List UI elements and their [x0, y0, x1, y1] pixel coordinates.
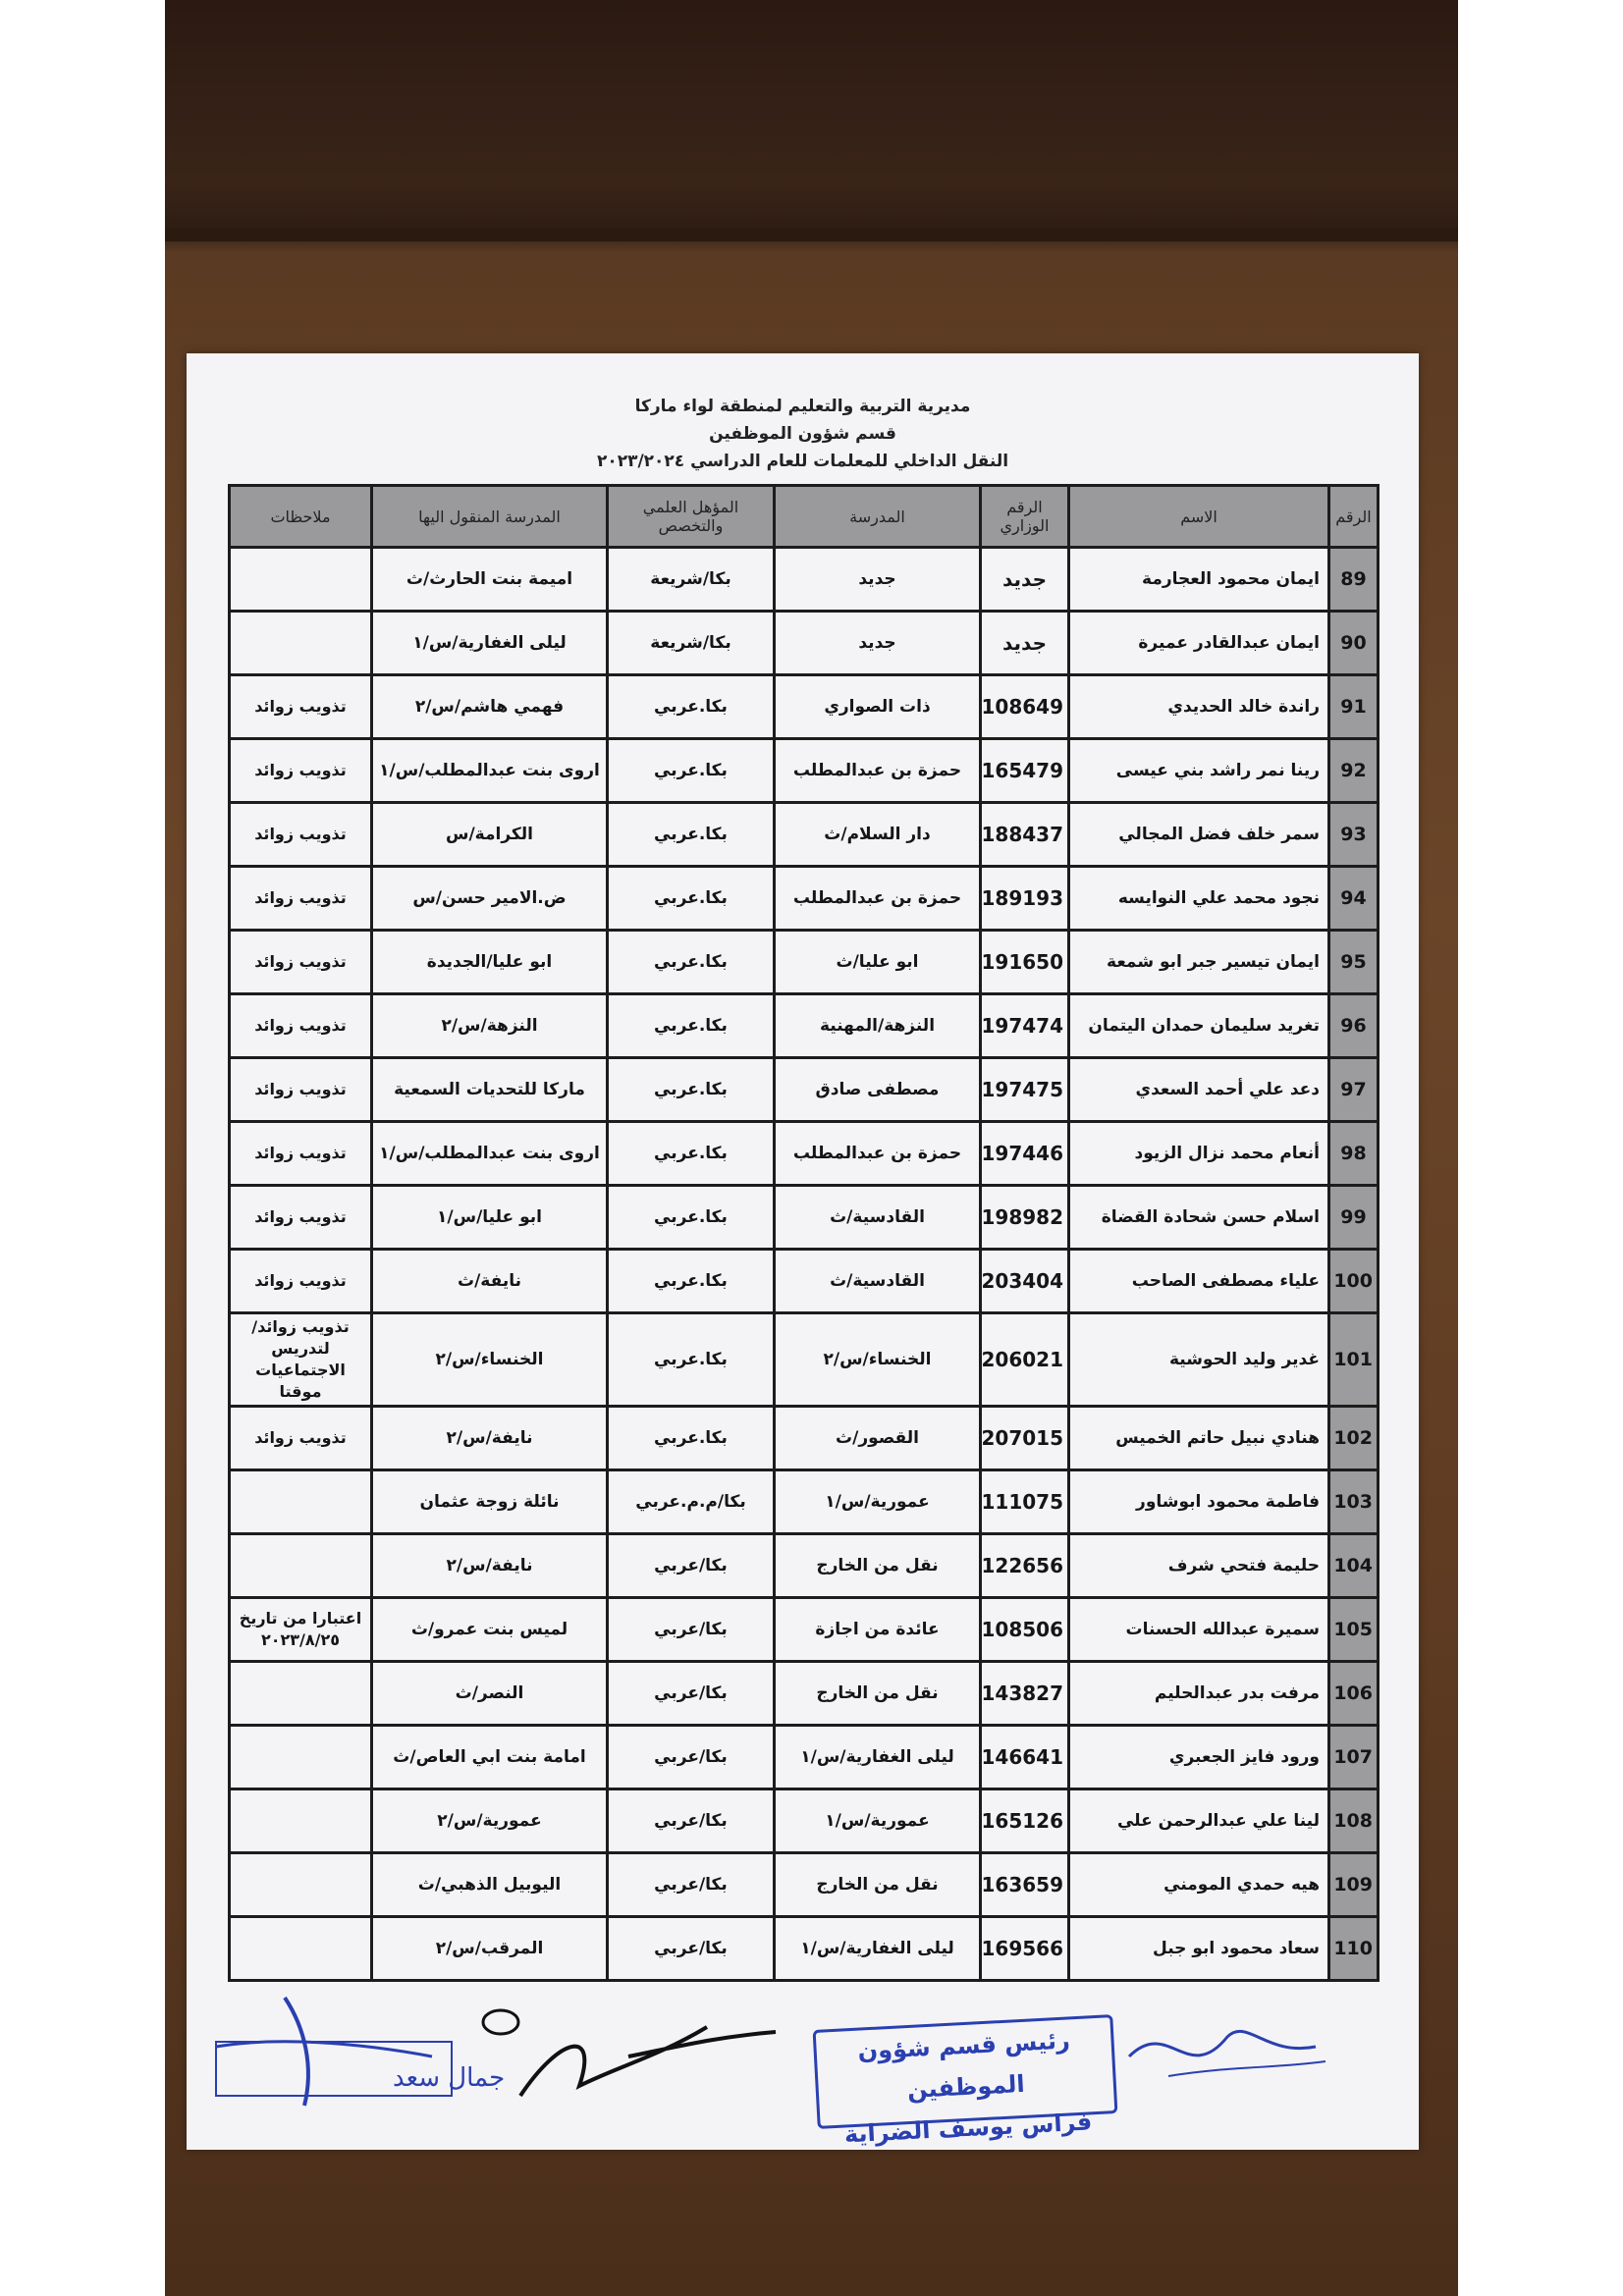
- destination-school-cell: اروى بنت عبدالمطلب/س/١: [372, 739, 608, 803]
- col-header-ministry-no: الرقم الوزاري: [981, 486, 1069, 548]
- teacher-name-cell: فاطمة محمود ابوشاور: [1069, 1470, 1329, 1534]
- qualification-cell: بكا.عربي: [608, 1313, 775, 1407]
- table-header-row: [230, 486, 1379, 548]
- teacher-name-cell: علياء مصطفى الصاحب: [1069, 1250, 1329, 1313]
- table-row: [230, 803, 1379, 867]
- row-number-cell: 90: [1329, 612, 1379, 675]
- table-row: [230, 1186, 1379, 1250]
- destination-school-cell: النصر/ث: [372, 1662, 608, 1726]
- col-header-num: الرقم: [1329, 486, 1379, 548]
- ministry-number-cell: 163659: [981, 1853, 1069, 1917]
- row-number-cell: 91: [1329, 675, 1379, 739]
- ministry-number-cell: 146641: [981, 1726, 1069, 1789]
- row-number-cell: 96: [1329, 994, 1379, 1058]
- signature-right: [1109, 1998, 1335, 2106]
- ministry-number-cell: 197475: [981, 1058, 1069, 1122]
- row-number-cell: 102: [1329, 1407, 1379, 1470]
- row-number-cell: 104: [1329, 1534, 1379, 1598]
- table-row: [230, 1058, 1379, 1122]
- qualification-cell: بكا.عربي: [608, 675, 775, 739]
- teacher-name-cell: مرفت بدر عبدالحليم: [1069, 1662, 1329, 1726]
- teacher-name-cell: سميرة عبدالله الحسنات: [1069, 1598, 1329, 1662]
- ministry-number-cell: 188437: [981, 803, 1069, 867]
- destination-school-cell: ماركا للتحديات السمعية: [372, 1058, 608, 1122]
- header-department: قسم شؤون الموظفين: [709, 424, 896, 444]
- qualification-cell: بكا/شريعة: [608, 612, 775, 675]
- table-row: [230, 1313, 1379, 1407]
- ministry-number-cell: 108649: [981, 675, 1069, 739]
- teacher-name-cell: سمر خلف فضل المجالي: [1069, 803, 1329, 867]
- qualification-cell: بكا/عربي: [608, 1726, 775, 1789]
- qualification-cell: بكا.عربي: [608, 803, 775, 867]
- table-row: [230, 1726, 1379, 1789]
- qualification-cell: بكا.عربي: [608, 994, 775, 1058]
- destination-school-cell: فهمي هاشم/س/٢: [372, 675, 608, 739]
- teacher-name-cell: اسلام حسن شحادة القضاة: [1069, 1186, 1329, 1250]
- current-school-cell: النزهة/المهنية: [775, 994, 981, 1058]
- document-header: [187, 393, 1419, 475]
- teacher-name-cell: أنعام محمد نزال الزيود: [1069, 1122, 1329, 1186]
- current-school-cell: مصطفى صادق: [775, 1058, 981, 1122]
- ministry-number-cell: 197474: [981, 994, 1069, 1058]
- ministry-number-cell: 165479: [981, 739, 1069, 803]
- ministry-number-cell: 122656: [981, 1534, 1069, 1598]
- notes-cell: تذويب زوائد: [230, 803, 372, 867]
- destination-school-cell: لميس بنت عمرو/ث: [372, 1598, 608, 1662]
- teacher-name-cell: نجود محمد علي النوايسه: [1069, 867, 1329, 931]
- notes-cell: تذويب زوائد/ لتدريس الاجتماعيات موقتا: [230, 1313, 372, 1407]
- stamp-name: فراس يوسف الضراية: [843, 2108, 1093, 2149]
- current-school-cell: ليلى الغفارية/س/١: [775, 1726, 981, 1789]
- qualification-cell: بكا/عربي: [608, 1853, 775, 1917]
- destination-school-cell: ابو عليا/س/١: [372, 1186, 608, 1250]
- teacher-name-cell: لينا علي عبدالرحمن علي: [1069, 1789, 1329, 1853]
- notes-cell: تذويب زوائد: [230, 994, 372, 1058]
- destination-school-cell: اليوبيل الذهبي/ث: [372, 1853, 608, 1917]
- notes-cell: [230, 1917, 372, 1981]
- qualification-cell: بكا/شريعة: [608, 548, 775, 612]
- ministry-number-cell: جديد: [981, 548, 1069, 612]
- cabinet-edge: [165, 228, 1458, 241]
- current-school-cell: جديد: [775, 612, 981, 675]
- destination-school-cell: ليلى الغفارية/س/١: [372, 612, 608, 675]
- current-school-cell: حمزة بن عبدالمطلب: [775, 867, 981, 931]
- ministry-number-cell: 108506: [981, 1598, 1069, 1662]
- table-row: [230, 1789, 1379, 1853]
- table-row: [230, 1122, 1379, 1186]
- current-school-cell: نقل من الخارج: [775, 1853, 981, 1917]
- destination-school-cell: عمورية/س/٢: [372, 1789, 608, 1853]
- ministry-number-cell: 189193: [981, 867, 1069, 931]
- teacher-name-cell: ايمان محمود العجارمة: [1069, 548, 1329, 612]
- signature-area: [187, 1988, 1419, 2149]
- signature-left: [196, 1988, 506, 2125]
- current-school-cell: نقل من الخارج: [775, 1662, 981, 1726]
- notes-cell: تذويب زوائد: [230, 867, 372, 931]
- current-school-cell: الخنساء/س/٢: [775, 1313, 981, 1407]
- teacher-name-cell: راندة خالد الحديدي: [1069, 675, 1329, 739]
- destination-school-cell: ض.الامير حسن/س: [372, 867, 608, 931]
- notes-cell: تذويب زوائد: [230, 675, 372, 739]
- qualification-cell: بكا.عربي: [608, 1407, 775, 1470]
- qualification-cell: بكا/م.م.عربي: [608, 1470, 775, 1534]
- current-school-cell: دار السلام/ث: [775, 803, 981, 867]
- table-row: [230, 1534, 1379, 1598]
- ministry-number-cell: 169566: [981, 1917, 1069, 1981]
- table-row: [230, 1917, 1379, 1981]
- left-signature-name: جمال سعد: [393, 2063, 506, 2093]
- current-school-cell: ذات الصواري: [775, 675, 981, 739]
- destination-school-cell: اروى بنت عبدالمطلب/س/١: [372, 1122, 608, 1186]
- notes-cell: تذويب زوائد: [230, 1058, 372, 1122]
- teacher-name-cell: حليمة فتحي شرف: [1069, 1534, 1329, 1598]
- current-school-cell: القصور/ث: [775, 1407, 981, 1470]
- current-school-cell: عائدة من اجازة: [775, 1598, 981, 1662]
- destination-school-cell: المرقب/س/٢: [372, 1917, 608, 1981]
- notes-cell: [230, 1726, 372, 1789]
- destination-school-cell: نايفة/ث: [372, 1250, 608, 1313]
- qualification-cell: بكا.عربي: [608, 1250, 775, 1313]
- teacher-name-cell: هنادي نبيل حاتم الخميس: [1069, 1407, 1329, 1470]
- row-number-cell: 101: [1329, 1313, 1379, 1407]
- teacher-name-cell: رينا نمر راشد بني عيسى: [1069, 739, 1329, 803]
- notes-cell: تذويب زوائد: [230, 1122, 372, 1186]
- notes-cell: تذويب زوائد: [230, 739, 372, 803]
- ministry-number-cell: 203404: [981, 1250, 1069, 1313]
- ministry-number-cell: 191650: [981, 931, 1069, 994]
- qualification-cell: بكا/عربي: [608, 1662, 775, 1726]
- row-number-cell: 95: [1329, 931, 1379, 994]
- qualification-cell: بكا/عربي: [608, 1917, 775, 1981]
- teacher-name-cell: ايمان تيسير جبر ابو شمعة: [1069, 931, 1329, 994]
- current-school-cell: حمزة بن عبدالمطلب: [775, 739, 981, 803]
- destination-school-cell: الخنساء/س/٢: [372, 1313, 608, 1407]
- table-row: [230, 675, 1379, 739]
- destination-school-cell: ابو عليا/الجديدة: [372, 931, 608, 994]
- row-number-cell: 97: [1329, 1058, 1379, 1122]
- notes-cell: [230, 1789, 372, 1853]
- ministry-number-cell: 198982: [981, 1186, 1069, 1250]
- qualification-cell: بكا.عربي: [608, 931, 775, 994]
- teacher-name-cell: تغريد سليمان حمدان اليتمان: [1069, 994, 1329, 1058]
- teacher-name-cell: سعاد محمود ابو جبل: [1069, 1917, 1329, 1981]
- destination-school-cell: امامة بنت ابي العاص/ث: [372, 1726, 608, 1789]
- teacher-name-cell: دعد علي أحمد السعدي: [1069, 1058, 1329, 1122]
- table-row: [230, 612, 1379, 675]
- current-school-cell: عمورية/س/١: [775, 1789, 981, 1853]
- ministry-number-cell: 143827: [981, 1662, 1069, 1726]
- ministry-number-cell: 165126: [981, 1789, 1069, 1853]
- notes-cell: [230, 1662, 372, 1726]
- stamp-title: رئيس قسم شؤون الموظفين: [856, 2026, 1071, 2105]
- current-school-cell: ابو عليا/ث: [775, 931, 981, 994]
- current-school-cell: ليلى الغفارية/س/١: [775, 1917, 981, 1981]
- row-number-cell: 107: [1329, 1726, 1379, 1789]
- ministry-number-cell: 197446: [981, 1122, 1069, 1186]
- destination-school-cell: الكرامة/س: [372, 803, 608, 867]
- table-row: [230, 1662, 1379, 1726]
- notes-cell: تذويب زوائد: [230, 931, 372, 994]
- notes-cell: تذويب زوائد: [230, 1250, 372, 1313]
- ministry-number-cell: 206021: [981, 1313, 1069, 1407]
- current-school-cell: عمورية/س/١: [775, 1470, 981, 1534]
- col-header-to-school: المدرسة المنقول اليها: [372, 486, 608, 548]
- document-page: [187, 353, 1419, 2150]
- qualification-cell: بكا.عربي: [608, 1058, 775, 1122]
- ministry-number-cell: جديد: [981, 612, 1069, 675]
- table-row: [230, 739, 1379, 803]
- notes-cell: اعتبارا من تاريخ ٢٠٢٣/٨/٢٥: [230, 1598, 372, 1662]
- table-row: [230, 1598, 1379, 1662]
- department-stamp: [813, 2014, 1118, 2149]
- qualification-cell: بكا.عربي: [608, 867, 775, 931]
- row-number-cell: 105: [1329, 1598, 1379, 1662]
- teacher-name-cell: ورود فايز الجعبري: [1069, 1726, 1329, 1789]
- destination-school-cell: نايفة/س/٢: [372, 1534, 608, 1598]
- row-number-cell: 99: [1329, 1186, 1379, 1250]
- table-row: [230, 1470, 1379, 1534]
- table-row: [230, 931, 1379, 994]
- qualification-cell: بكا/عربي: [608, 1789, 775, 1853]
- ministry-number-cell: 111075: [981, 1470, 1069, 1534]
- table-row: [230, 548, 1379, 612]
- col-header-notes: ملاحظات: [230, 486, 372, 548]
- ministry-number-cell: 207015: [981, 1407, 1069, 1470]
- col-header-qualification: المؤهل العلمي والتخصص: [608, 486, 775, 548]
- qualification-cell: بكا.عربي: [608, 1186, 775, 1250]
- row-number-cell: 103: [1329, 1470, 1379, 1534]
- row-number-cell: 106: [1329, 1662, 1379, 1726]
- destination-school-cell: النزهة/س/٢: [372, 994, 608, 1058]
- current-school-cell: جديد: [775, 548, 981, 612]
- transfer-table: [228, 484, 1380, 1982]
- row-number-cell: 108: [1329, 1789, 1379, 1853]
- teacher-name-cell: غدير وليد الحوشية: [1069, 1313, 1329, 1407]
- current-school-cell: القادسية/ث: [775, 1186, 981, 1250]
- notes-cell: [230, 1470, 372, 1534]
- col-header-name: الاسم: [1069, 486, 1329, 548]
- table-row: [230, 1853, 1379, 1917]
- header-title: النقل الداخلي للمعلمات للعام الدراسي ٢٠٢٣/٢٠٢٤: [596, 452, 1009, 471]
- current-school-cell: نقل من الخارج: [775, 1534, 981, 1598]
- notes-cell: [230, 1534, 372, 1598]
- notes-cell: [230, 1853, 372, 1917]
- qualification-cell: بكا/عربي: [608, 1534, 775, 1598]
- destination-school-cell: نايفة/س/٢: [372, 1407, 608, 1470]
- row-number-cell: 94: [1329, 867, 1379, 931]
- row-number-cell: 92: [1329, 739, 1379, 803]
- row-number-cell: 98: [1329, 1122, 1379, 1186]
- current-school-cell: حمزة بن عبدالمطلب: [775, 1122, 981, 1186]
- table-body: [230, 548, 1379, 1981]
- table-row: [230, 1250, 1379, 1313]
- notes-cell: [230, 548, 372, 612]
- qualification-cell: بكا.عربي: [608, 739, 775, 803]
- row-number-cell: 109: [1329, 1853, 1379, 1917]
- qualification-cell: بكا.عربي: [608, 1122, 775, 1186]
- qualification-cell: بكا/عربي: [608, 1598, 775, 1662]
- notes-cell: تذويب زوائد: [230, 1407, 372, 1470]
- current-school-cell: القادسية/ث: [775, 1250, 981, 1313]
- signature-middle: [481, 1998, 805, 2125]
- table-row: [230, 1407, 1379, 1470]
- table-row: [230, 994, 1379, 1058]
- table-row: [230, 867, 1379, 931]
- row-number-cell: 110: [1329, 1917, 1379, 1981]
- teacher-name-cell: ايمان عبدالقادر عميرة: [1069, 612, 1329, 675]
- teacher-name-cell: هيه حمدي المومني: [1069, 1853, 1329, 1917]
- notes-cell: [230, 612, 372, 675]
- destination-school-cell: اميمة بنت الحارث/ث: [372, 548, 608, 612]
- col-header-school: المدرسة: [775, 486, 981, 548]
- row-number-cell: 89: [1329, 548, 1379, 612]
- row-number-cell: 93: [1329, 803, 1379, 867]
- row-number-cell: 100: [1329, 1250, 1379, 1313]
- notes-cell: تذويب زوائد: [230, 1186, 372, 1250]
- destination-school-cell: نائلة زوجة عثمان: [372, 1470, 608, 1534]
- header-directorate: مديرية التربية والتعليم لمنطقة لواء ماركا: [634, 397, 971, 416]
